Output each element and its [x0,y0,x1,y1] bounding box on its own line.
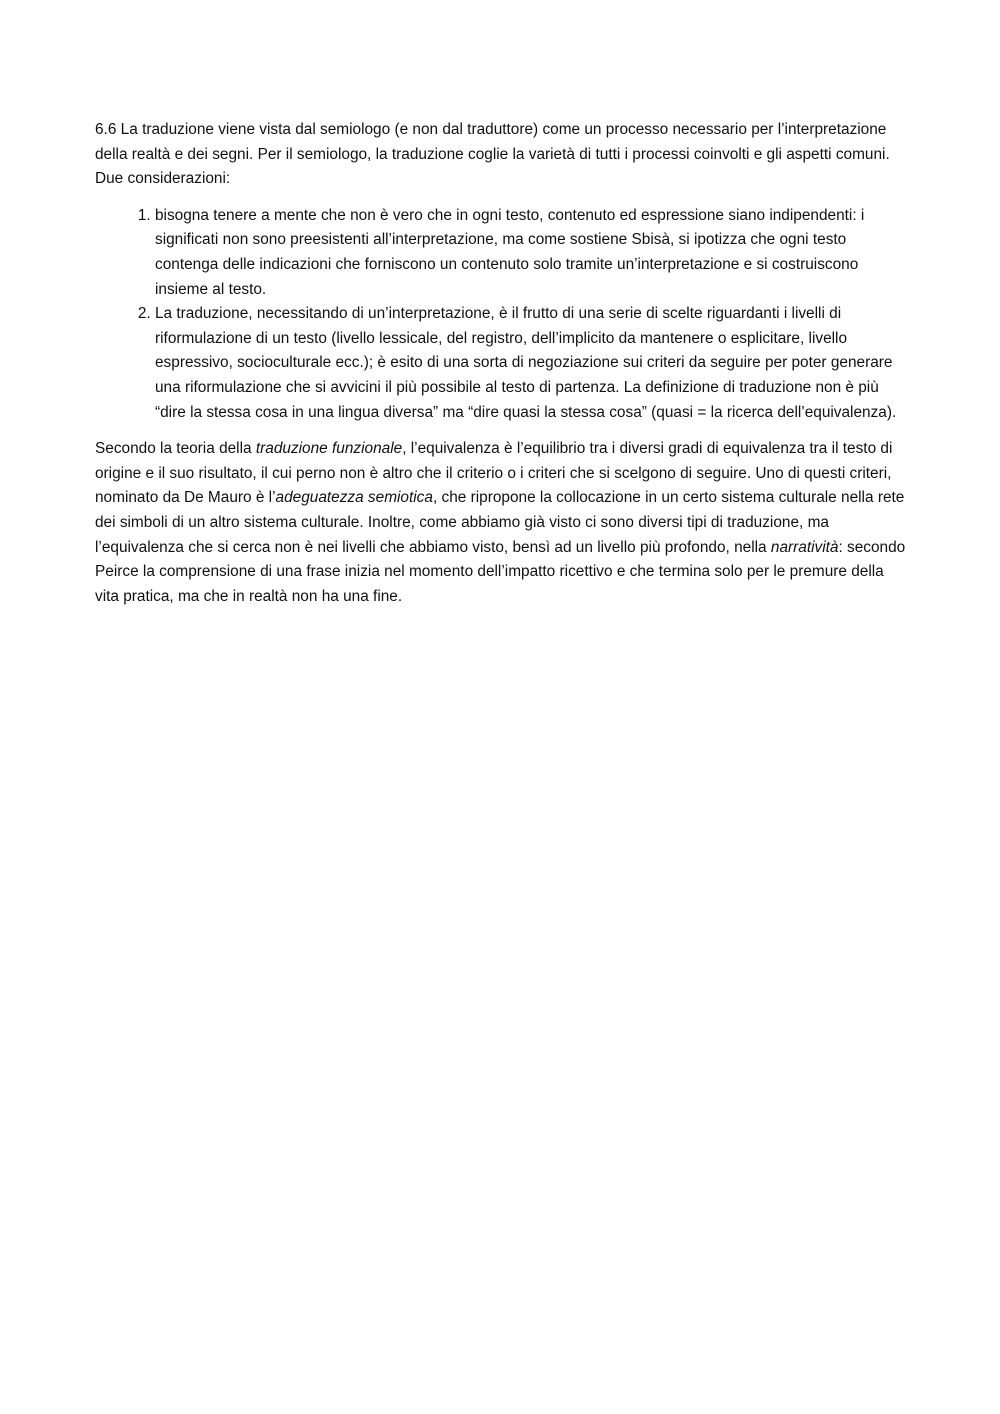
closing-text-part: Secondo la teoria della [95,440,256,458]
closing-text-part: : secondo Peirce la comprensione di una frase inizia nel momento dell’impatto ricettivo e che termina solo per le premure della vita pratica, ma che in realtà non ha una fine. [95,538,906,605]
term-adeguatezza-semiotica: adeguatezza semiotica [275,489,433,507]
closing-text-part: , l’equivalenza è l’equilibrio tra i diversi gradi di equivalenza tra il testo di origine e il suo risultato, il cui perno non è altro che il criterio o i criteri che si scelgono di seguire. Uno di questi criteri, nominato da De Mauro è l’ [95,440,893,507]
intro-paragraph: 6.6 La traduzione viene vista dal semiologo (e non dal traduttore) come un processo necessario per l’interpretazione della realtà e dei segni. Per il semiologo, la traduzione coglie la varietà di tutti i processi coinvolti e gli aspetti comuni. Due considerazioni: [95,121,890,188]
list-item: 2. La traduzione, necessitando di un’interpretazione, è il frutto di una serie di scelte riguardanti i livelli di riformulazione di un testo (livello lessicale, del registro, dell’implicito da mantenere o esplicitare, livello espressivo, socioculturale ecc.); è esito di una sorta di negoziazione sui criteri da seguire per poter generare una riformulazione che si avvicini il più possibile al testo di partenza. La definizione di traduzione non è più “dire la stessa cosa in una lingua diversa” ma “dire quasi la stessa cosa” (quasi = la ricerca dell’equivalenza). [155,302,910,425]
closing-text-part: , che ripropone la collocazione in un certo sistema culturale nella rete dei simboli di un altro sistema culturale. Inoltre, come abbiamo già visto ci sono diversi tipi di traduzione, ma l’equivalenza che si cerca non è nei livelli che abbiamo visto, bensì ad un livello più profondo, nella [95,489,905,556]
term-narrativita: narratività [770,538,839,556]
list-item: 1. bisogna tenere a mente che non è vero che in ogni testo, contenuto ed espressione siano indipendenti: i significati non sono preesistenti all’interpretazione, ma come sostiene Sbisà, si ipotizza che ogni testo contenga delle indicazioni che forniscono un contenuto solo tramite un’interpretazione e si costruiscono insieme al testo. [155,204,910,302]
term-traduzione-funzionale: traduzione funzionale [255,440,403,458]
considerations-list [95,204,910,425]
closing-paragraph [95,437,910,609]
document-page [95,118,910,609]
